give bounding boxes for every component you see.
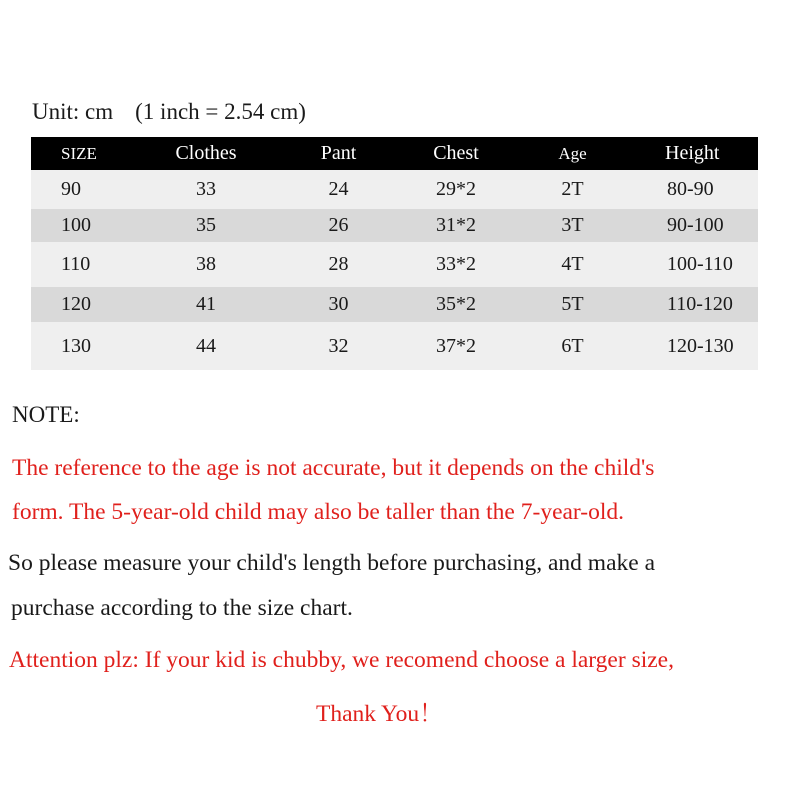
- cell-size: 90: [61, 178, 81, 200]
- cell-size: 110: [61, 253, 91, 275]
- cell-clothes: 35: [196, 214, 216, 236]
- size-chart-table: [31, 137, 758, 370]
- cell-clothes: 41: [196, 293, 216, 315]
- cell-pant: 30: [328, 293, 349, 315]
- cell-chest: 35*2: [436, 293, 476, 315]
- cell-age: 5T: [561, 293, 584, 315]
- cell-chest: 33*2: [436, 253, 476, 275]
- age-disclaimer-line: form. The 5-year-old child may also be taller than the 7-year-old.: [12, 499, 625, 525]
- unit-label: Unit: cm: [32, 99, 114, 124]
- cell-age: 3T: [561, 214, 584, 236]
- cell-clothes: 33: [196, 178, 216, 200]
- age-disclaimer-line: The reference to the age is not accurate, but it depends on the child's: [12, 455, 655, 481]
- measure-advice-line: purchase according to the size chart.: [11, 595, 353, 621]
- cell-height: 110-120: [667, 293, 733, 315]
- measure-advice-line: So please measure your child's length before purchasing, and make a: [8, 550, 656, 576]
- header-clothes: Clothes: [175, 142, 237, 164]
- table-row: [31, 287, 758, 322]
- header-age: Age: [558, 143, 587, 163]
- unit-line: [32, 99, 306, 125]
- attention-note: Attention plz: If your kid is chubby, we recomend choose a larger size,: [9, 647, 674, 673]
- header-size: SIZE: [61, 143, 97, 163]
- cell-size: 100: [61, 214, 91, 236]
- cell-chest: 29*2: [436, 178, 476, 200]
- cell-height: 80-90: [667, 178, 714, 200]
- cell-height: 120-130: [667, 334, 734, 357]
- cell-pant: 28: [328, 253, 349, 275]
- measure-advice: [8, 541, 798, 631]
- cell-age: 2T: [561, 178, 584, 200]
- table-row: [31, 242, 758, 287]
- conversion-label: (1 inch = 2.54 cm): [135, 99, 306, 124]
- header-chest: Chest: [433, 142, 479, 164]
- header-height: Height: [665, 142, 720, 164]
- cell-clothes: 38: [196, 253, 216, 275]
- table-header-row: [31, 137, 758, 170]
- cell-age: 6T: [561, 334, 584, 357]
- cell-pant: 26: [328, 214, 349, 236]
- cell-chest: 37*2: [436, 334, 476, 357]
- cell-size: 130: [61, 334, 91, 357]
- cell-chest: 31*2: [436, 214, 476, 236]
- header-pant: Pant: [320, 142, 357, 164]
- table-row: [31, 209, 758, 242]
- note-heading: NOTE:: [12, 402, 80, 427]
- cell-age: 4T: [561, 253, 584, 275]
- cell-height: 100-110: [667, 253, 733, 275]
- thank-you-text: Thank You！: [316, 701, 443, 727]
- cell-pant: 32: [328, 334, 349, 357]
- table-row: [31, 170, 758, 209]
- cell-pant: 24: [328, 178, 349, 200]
- cell-height: 90-100: [667, 214, 724, 236]
- age-disclaimer: [12, 446, 792, 534]
- table-row: [31, 322, 758, 370]
- cell-clothes: 44: [196, 334, 216, 357]
- cell-size: 120: [61, 293, 91, 315]
